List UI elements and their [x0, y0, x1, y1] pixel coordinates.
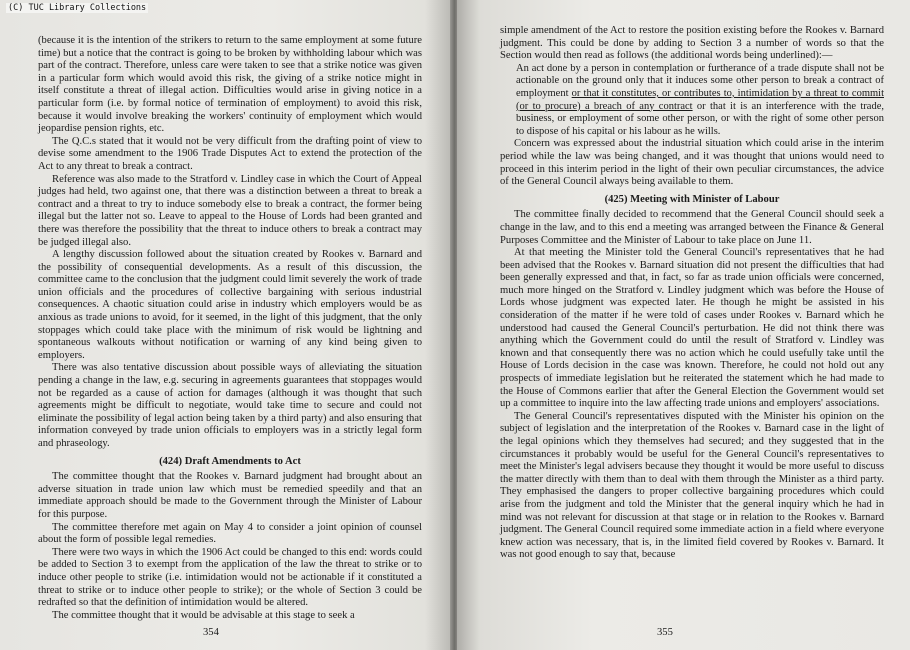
paragraph: There were two ways in which the 1906 Act could be changed to this end: words could be added to Section 3 to exempt from the application of the law the threat to strike or to induce other people to strike (i.e. intimidation would not be actionable if it constituted a threat to strike or to induce other people to strike); or the whole of Section 3 could be redrafted so that the definition of intimidation would be altered. [38, 546, 422, 609]
watermark: (C) TUC Library Collections [8, 3, 147, 13]
paragraph: At that meeting the Minister told the General Council's representatives that he had been advised that the Rookes v. Barnard situation did not present the difficulties that had been generally expressed and that, in fact, so far as trade union officials were concerned, much more hinged on the Stratford v. Lindley judgment which was before the House of Lords whose judgment was expected later. He though he might be assisted in his consideration of the matter if he were told of cases under Rookes v. Barnard which he understood had caused the General Council's perturbation. He did not think there was anything which the Government could do until the result of Stratford v. Lindley was known and that consequently there was no action which he could usefully take until the House of Lords decision in the case was known. Therefore, he could not hold out any prospects of immediate legislation but he reiterated the statement which he had made to the House of Commons earlier that after the General Election the Government would set up a committee to inquire into the law affecting trade unions and employers' associations. [500, 247, 884, 410]
quote-underlined-text: or that it constitutes, or contributes to, intimidation by a threat to commit (or to procure) a breach of any contract [516, 87, 884, 112]
section-heading: (425) Meeting with Minister of Labour [604, 193, 780, 205]
paragraph: A lengthy discussion followed about the situation created by Rookes v. Barnard and the possibility of consequential developments. As a result of this discussion, the committee came to the conclusion that the judgment could limit severely the work of trade union officials and the procedures of collective bargaining with serious industrial consequences. A chaotic situation could arise in industry which employers would be as anxious as trade unions to avoid, for it seemed, in the light of this judgment, that the only stoppages which could take place with the minimum of risk would be lightning and spontaneous walkouts without notification or warning of any kind being given to employers. [38, 249, 422, 361]
paragraph: The committee thought that it would be advisable at this stage to seek a [52, 609, 355, 621]
paragraph: The Q.C.s stated that it would not be very difficult from the drafting point of view to devise some amendment to the 1906 Trade Disputes Act to extend the protection of the Act to any threat to break a contract. [38, 135, 422, 172]
page-number: 355 [657, 627, 673, 638]
paragraph: (because it is the intention of the strikers to return to the same employment at some future time) but a notice that the contract is going to be broken by withholding labour which was part of the contract. Therefore, unless care were taken to see that a strike notice was given in a particular form which would avoid this risk, the giving of a strike notice might in itself constitute a threat of illegal action. Difficulties would arise in giving notice in a particular form (i.e. by formal notice of termination of employment) to avoid this risk, because it would involve breaking the workers' continuity of employment which would jeopardise pension rights, etc. [38, 35, 422, 135]
paragraph: The committee thought that the Rookes v. Barnard judgment had brought about an adverse situation in trade union law which must be remedied speedily and that an immediate approach should be made to the Government through the Minister of Labour for this purpose. [38, 471, 422, 520]
page-number: 354 [203, 627, 219, 638]
paragraph: The committee therefore met again on May 4 to consider a joint opinion of counsel about the form of possible legal remedies. [38, 521, 422, 546]
paragraph: simple amendment of the Act to restore the position existing before the Rookes v. Barnard judgment. This could be done by adding to Section 3 a number of words so that the Section would then read as follows (the additional words being underlined):— [500, 25, 884, 62]
paragraph: The General Council's representatives disputed with the Minister his opinion on the subject of legislation and the interpretation of the Rookes v. Barnard case in the light of the legal opinions which they themselves had secured; and they suggested that in the circumstances it probably would be useful for the General Council's representatives to meet the Minister's legal advisers because they thought it would be more useful to discuss the matter directly with them than to deal with them through the Minister as a third party. They emphasised the dangers to proper collective bargaining procedures which could arise from the judgment and told the Minister that the general inquiry which he had in mind was not relevant for discussion at that stage or in relation to the Rookes v. Barnard judgment. The General Council required some immediate action in a field where everyone knew action was necessary, that is, in the limited field covered by Rookes v. Barnard. It was not good enough to say that, because [500, 410, 884, 561]
amendment-quote [516, 63, 884, 139]
paragraph: The committee finally decided to recommend that the General Council should seek a change in the law, and to this end a meeting was arranged between the Finance & General Purposes Committee and the Minister of Labour to take place on June 11. [500, 209, 884, 246]
right-page [457, 0, 910, 650]
left-page [0, 0, 452, 650]
paragraph: Concern was expressed about the industrial situation which could arise in the interim period while the law was being changed, and it was thought that unions would need to proceed in this interim period in the light of their own peculiar circumstances, the advice of the General Council always being available to them. [500, 138, 884, 188]
right-page-text [500, 25, 884, 562]
section-heading: (424) Draft Amendments to Act [159, 455, 301, 467]
quote-text: or that it is an interference with the trade, business, or employment of some other person, or with the right of some other person to dispose of his capital or his labour as he wills. [516, 100, 884, 137]
quote-text: An act done by a person in contemplation or furtherance of a trade dispute shall not be actionable on the ground only that it induces some other person to break a contract of employment [516, 62, 884, 99]
left-page-text [38, 35, 422, 622]
paragraph: There was also tentative discussion about possible ways of alleviating the situation pending a change in the law, e.g. securing in agreements guarantees that stoppages would not be regarded as a cause of action for damages (although it was thought that such agreements might be difficult to negotiate, would take time to secure and could not eliminate the possibility of legal action being taken by a third party) and also ensuring that information conveyed by trade union officials to employers was in a strictly legal form and phraseology. [38, 362, 422, 449]
paragraph: Reference was also made to the Stratford v. Lindley case in which the Court of Appeal judges had held, two against one, that there was a distinction between a threat to break a contract and a threat to try to induce somebody else to break a contract, the former being illegal but the latter not so. Leave to appeal to the House of Lords had been granted and there was therefore the possibility that the threat to induce others to break a contract may be judged illegal also. [38, 173, 422, 248]
